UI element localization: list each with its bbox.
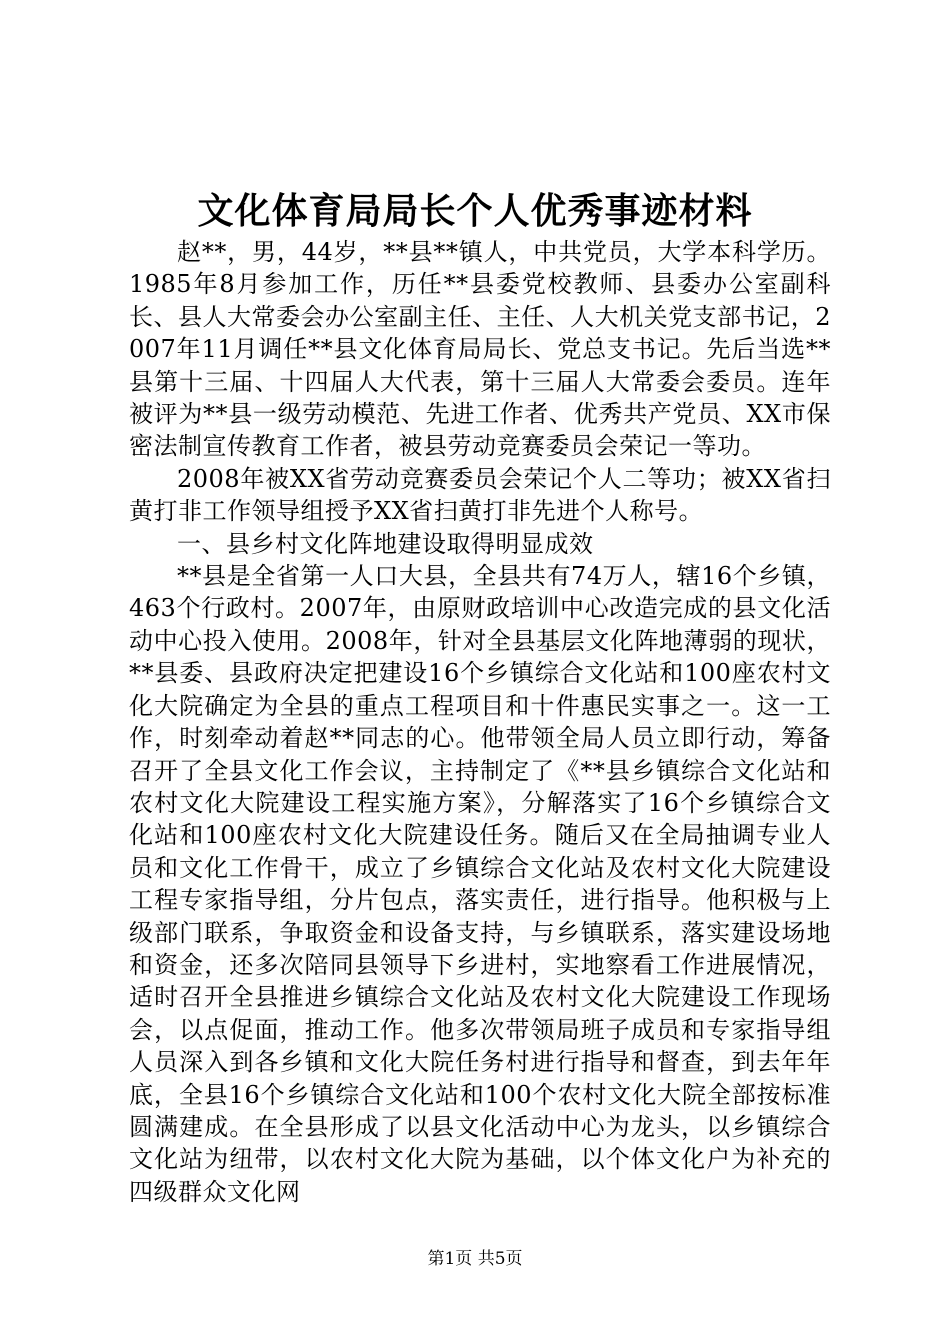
page-number: 第1页 共5页 <box>427 1249 523 1269</box>
paragraph-culture-construction: **县是全省第一人口大县，全县共有74万人，辖16个乡镇，463个行政村。2007年，由原财政培训中心改造完成的县文化活动中心投入使用。2008年，针对全县基层文化阵地薄弱的现状，**县委、县政府决定把建设16个乡镇综合文化站和100座农村文化大院确定为全县的重点工程项目和十件惠民实事之一。这一工作，时刻牵动着赵**同志的心。他带领全局人员立即行动，筹备召开了全县文化工作会议，主持制定了《**县乡镇综合文化站和农村文化大院建设工程实施方案》，分解落实了16个乡镇综合文化站和100座农村文化大院建设任务。随后又在全局抽调专业人员和文化工作骨干，成立了乡镇综合文化站及农村文化大院建设工程专家指导组，分片包点，落实责任，进行指导。他积极与上级部门联系，争取资金和设备支持，与乡镇联系，落实建设场地和资金，还多次陪同县领导下乡进村，实地察看工作进展情况，适时召开全县推进乡镇综合文化站及农村文化大院建设工作现场会，以点促面，推动工作。他多次带领局班子成员和专家指导组人员深入到各乡镇和文化大院任务村进行指导和督查，到去年年底，全县16个乡镇综合文化站和100个农村文化大院全部按标准圆满建成。在全县形成了以县文化活动中心为龙头，以乡镇综合文化站为纽带，以农村文化大院为基础，以个体文化户为补充的四级群众文化网 <box>129 562 831 1206</box>
section-heading: 一、县乡村文化阵地建设取得明显成效 <box>177 529 594 558</box>
paragraph-profile: 赵**，男，44岁，**县**镇人，中共党员，大学本科学历。1985年8月参加工作，历任**县委党校教师、县委办公室副科长、县人大常委会办公室副主任、主任、人大机关党支部书记，2007年11月调任**县文化体育局局长、党总支书记。先后当选**县第十三届、十四届人大代表，第十三届人大常委会委员。连年被评为**县一级劳动模范、先进工作者、优秀共产党员、XX市保密法制宣传教育工作者，被县劳动竞赛委员会荣记一等功。 <box>129 238 831 461</box>
paragraph-honors: 2008年被XX省劳动竞赛委员会荣记个人二等功；被XX省扫黄打非工作领导组授予XX省扫黄打非先进个人称号。 <box>129 464 831 526</box>
document-body <box>129 236 831 1208</box>
document-title: 文化体育局局长个人优秀事迹材料 <box>197 190 753 232</box>
